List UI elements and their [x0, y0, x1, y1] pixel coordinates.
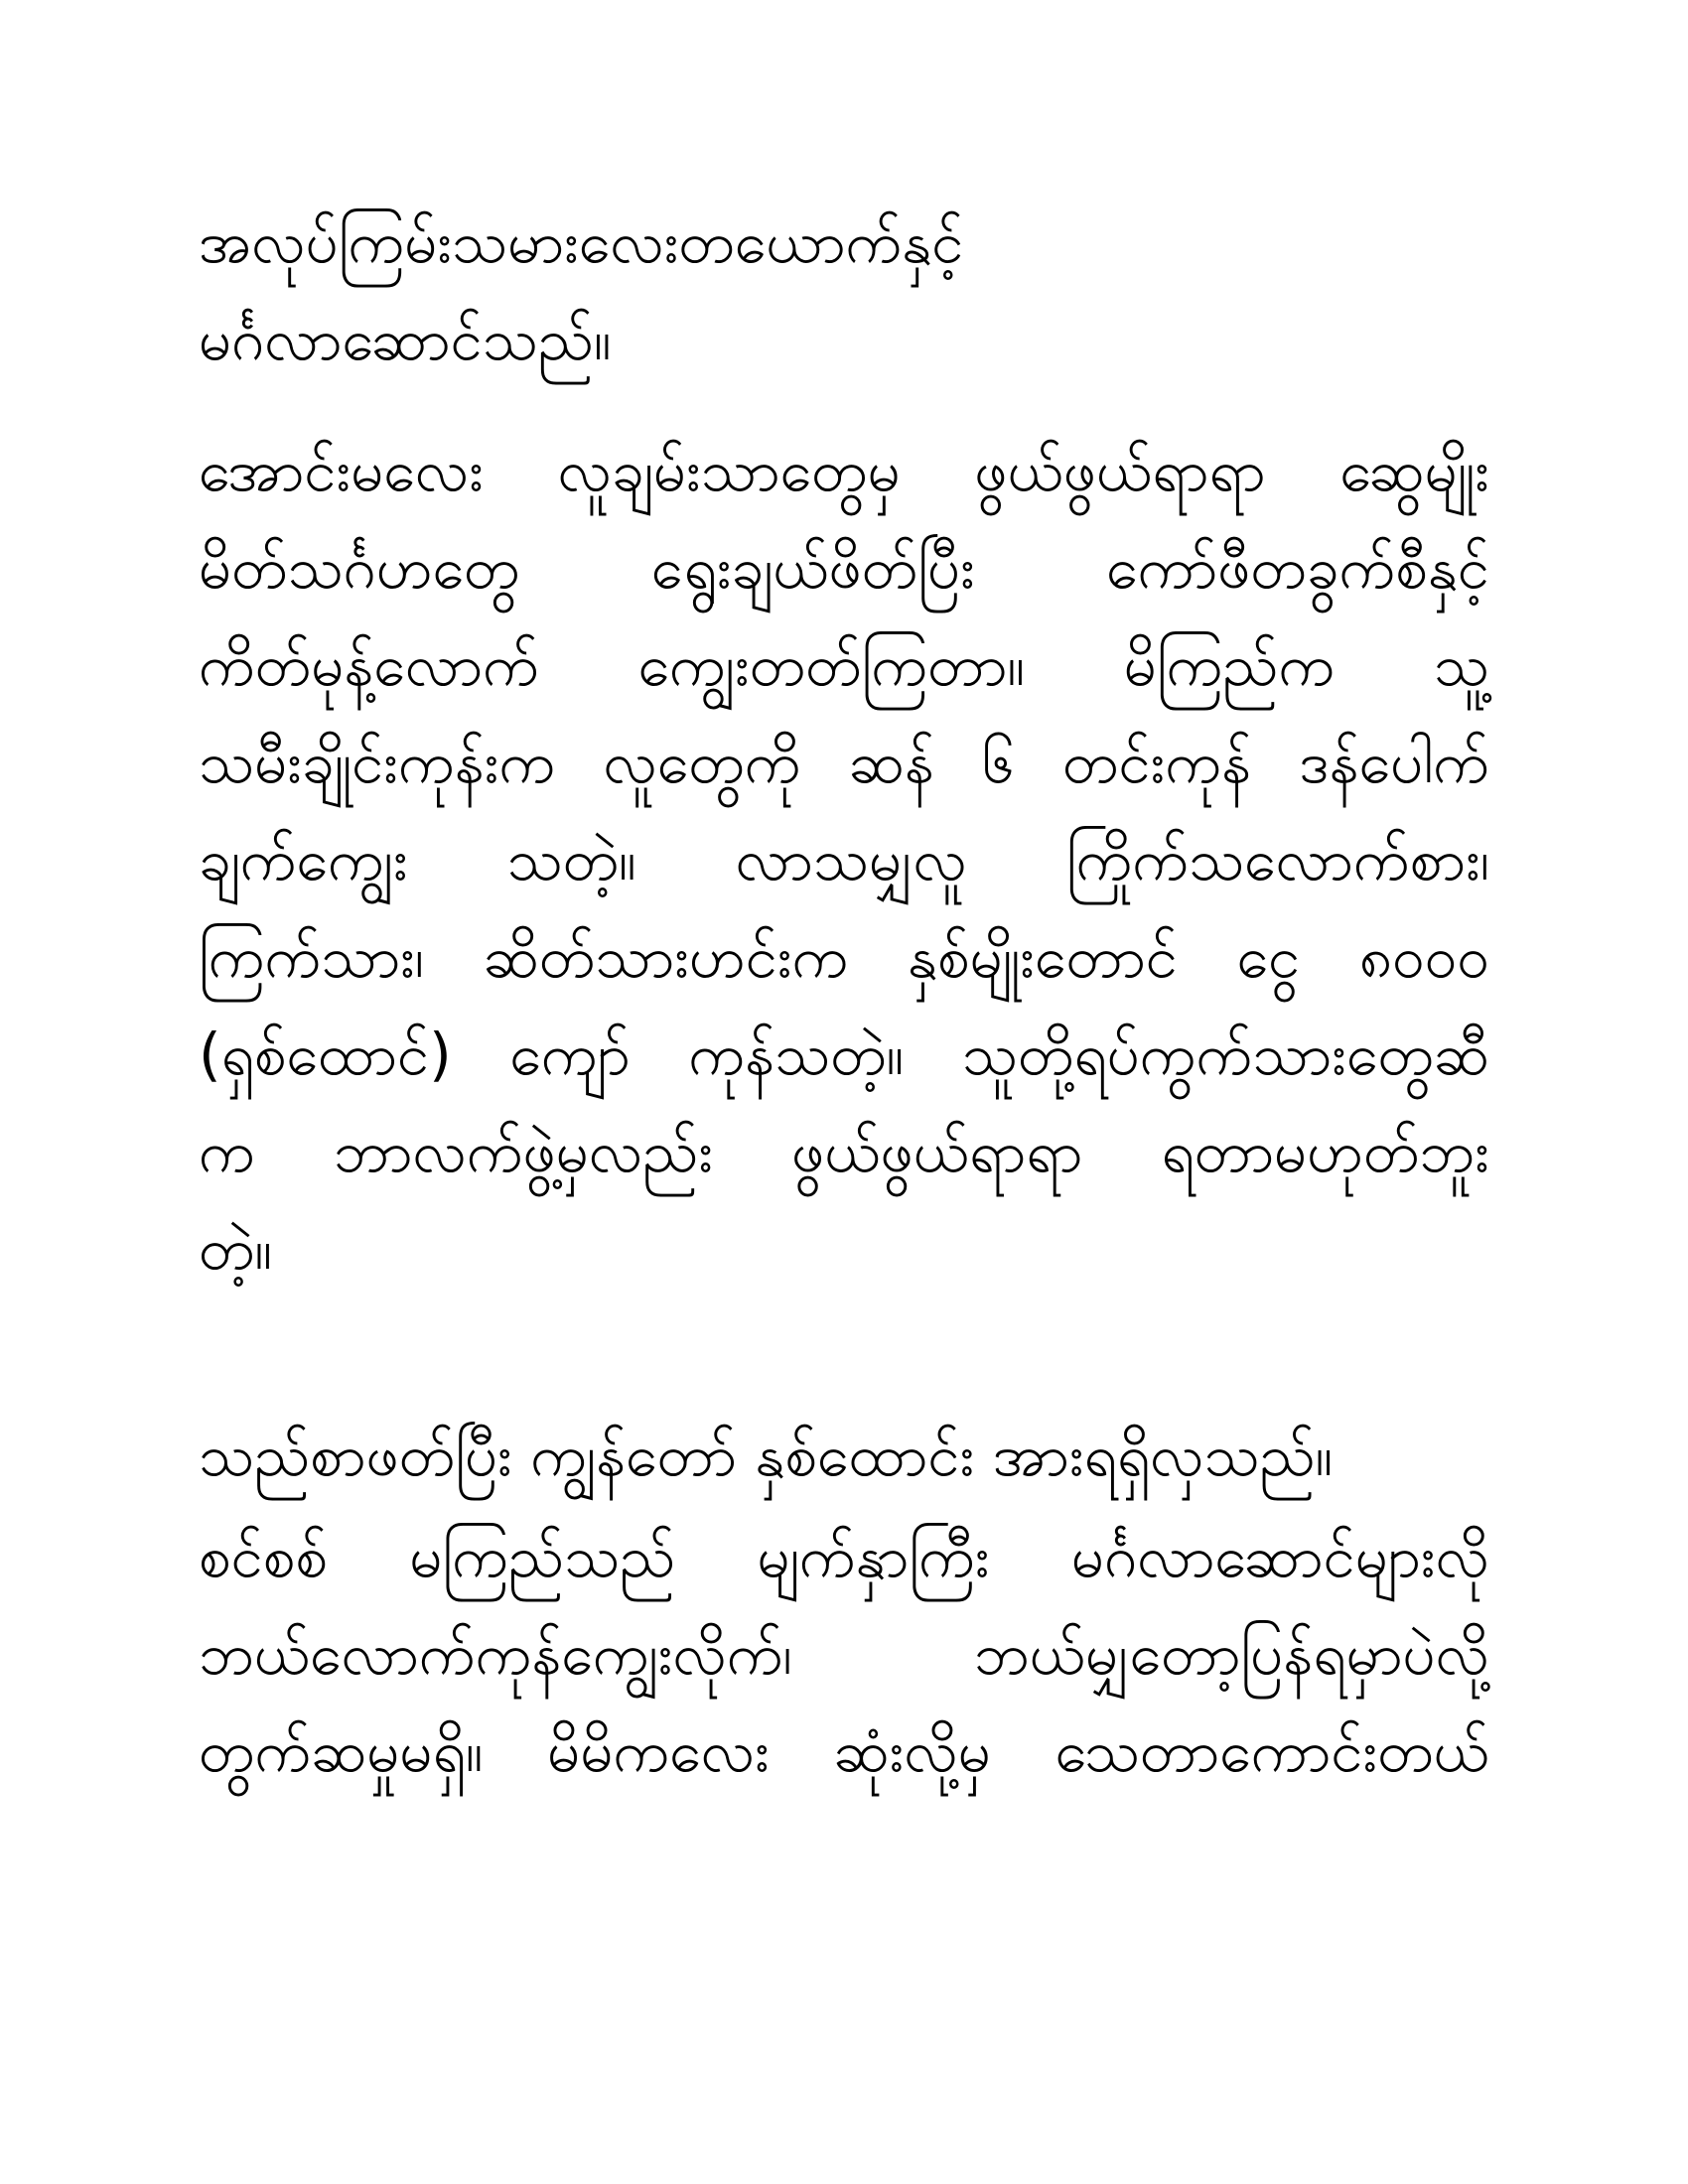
paragraph-3: [199, 1508, 1489, 1800]
paragraph-2: [199, 1407, 1489, 1504]
paragraph-line: စင်စစ် မကြည်သည် မျက်နှာကြီး မင်္ဂလာဆောင်များလို: [199, 1523, 1489, 1590]
paragraph-line: သည်စာဖတ်ပြီး ကျွန်တော် နှစ်ထောင်း အားရရှိလှသည်။: [199, 1422, 1334, 1489]
paragraph-line: တွက်ဆမှုမရှိ။ မိမိကလေး ဆုံးလို့မှ သေတာကောင်းတယ်: [199, 1717, 1489, 1785]
article-title: [199, 194, 1489, 388]
paragraph-line: တဲ့။: [199, 1215, 273, 1283]
paragraph-line: အောင်းမလေး လူချမ်းသာတွေမှ ဖွယ်ဖွယ်ရာရာ ဆွေမျိုး: [199, 437, 1489, 504]
document-page: [199, 194, 1489, 1800]
paragraph-line: ဘယ်လောက်ကုန်ကျွေးလိုက်၊ ဘယ်မျှတော့ပြန်ရမှာပဲလို့: [199, 1620, 1489, 1688]
paragraph-line: မိတ်သင်္ဂဟတွေ ရွေးချယ်ဖိတ်ပြီး ကော်ဖီတခွက်စီနှင့်: [199, 534, 1489, 602]
paragraph-1: [199, 422, 1489, 1297]
paragraph-line: သမီးချိုင်းကုန်းက လူတွေကို ဆန် ၆ တင်းကုန် ဒန်ပေါက်: [199, 729, 1489, 796]
title-line-1: အလုပ်ကြမ်းသမားလေးတယောက်နှင့်: [199, 208, 964, 276]
paragraph-line: ကြက်သား၊ ဆိတ်သားဟင်းက နှစ်မျိုးတောင် ငွေ ၈၀၀၀: [199, 923, 1489, 991]
paragraph-line: ကိတ်မုန့်လောက် ကျွေးတတ်ကြတာ။ မိကြည်က သူ့: [199, 631, 1489, 699]
paragraph-line: ချက်ကျွေး သတဲ့။ လာသမျှလူ ကြိုက်သလောက်စား၊: [199, 826, 1489, 893]
paragraph-line: (ရှစ်ထောင်) ကျော် ကုန်သတဲ့။ သူတို့ရပ်ကွက်သားတွေဆီ: [199, 1021, 1489, 1088]
paragraph-line: က ဘာလက်ဖွဲ့မှလည်း ဖွယ်ဖွယ်ရာရာ ရတာမဟုတ်ဘူး: [199, 1118, 1489, 1185]
title-line-2: မင်္ဂလာဆောင်သည်။: [199, 306, 612, 373]
